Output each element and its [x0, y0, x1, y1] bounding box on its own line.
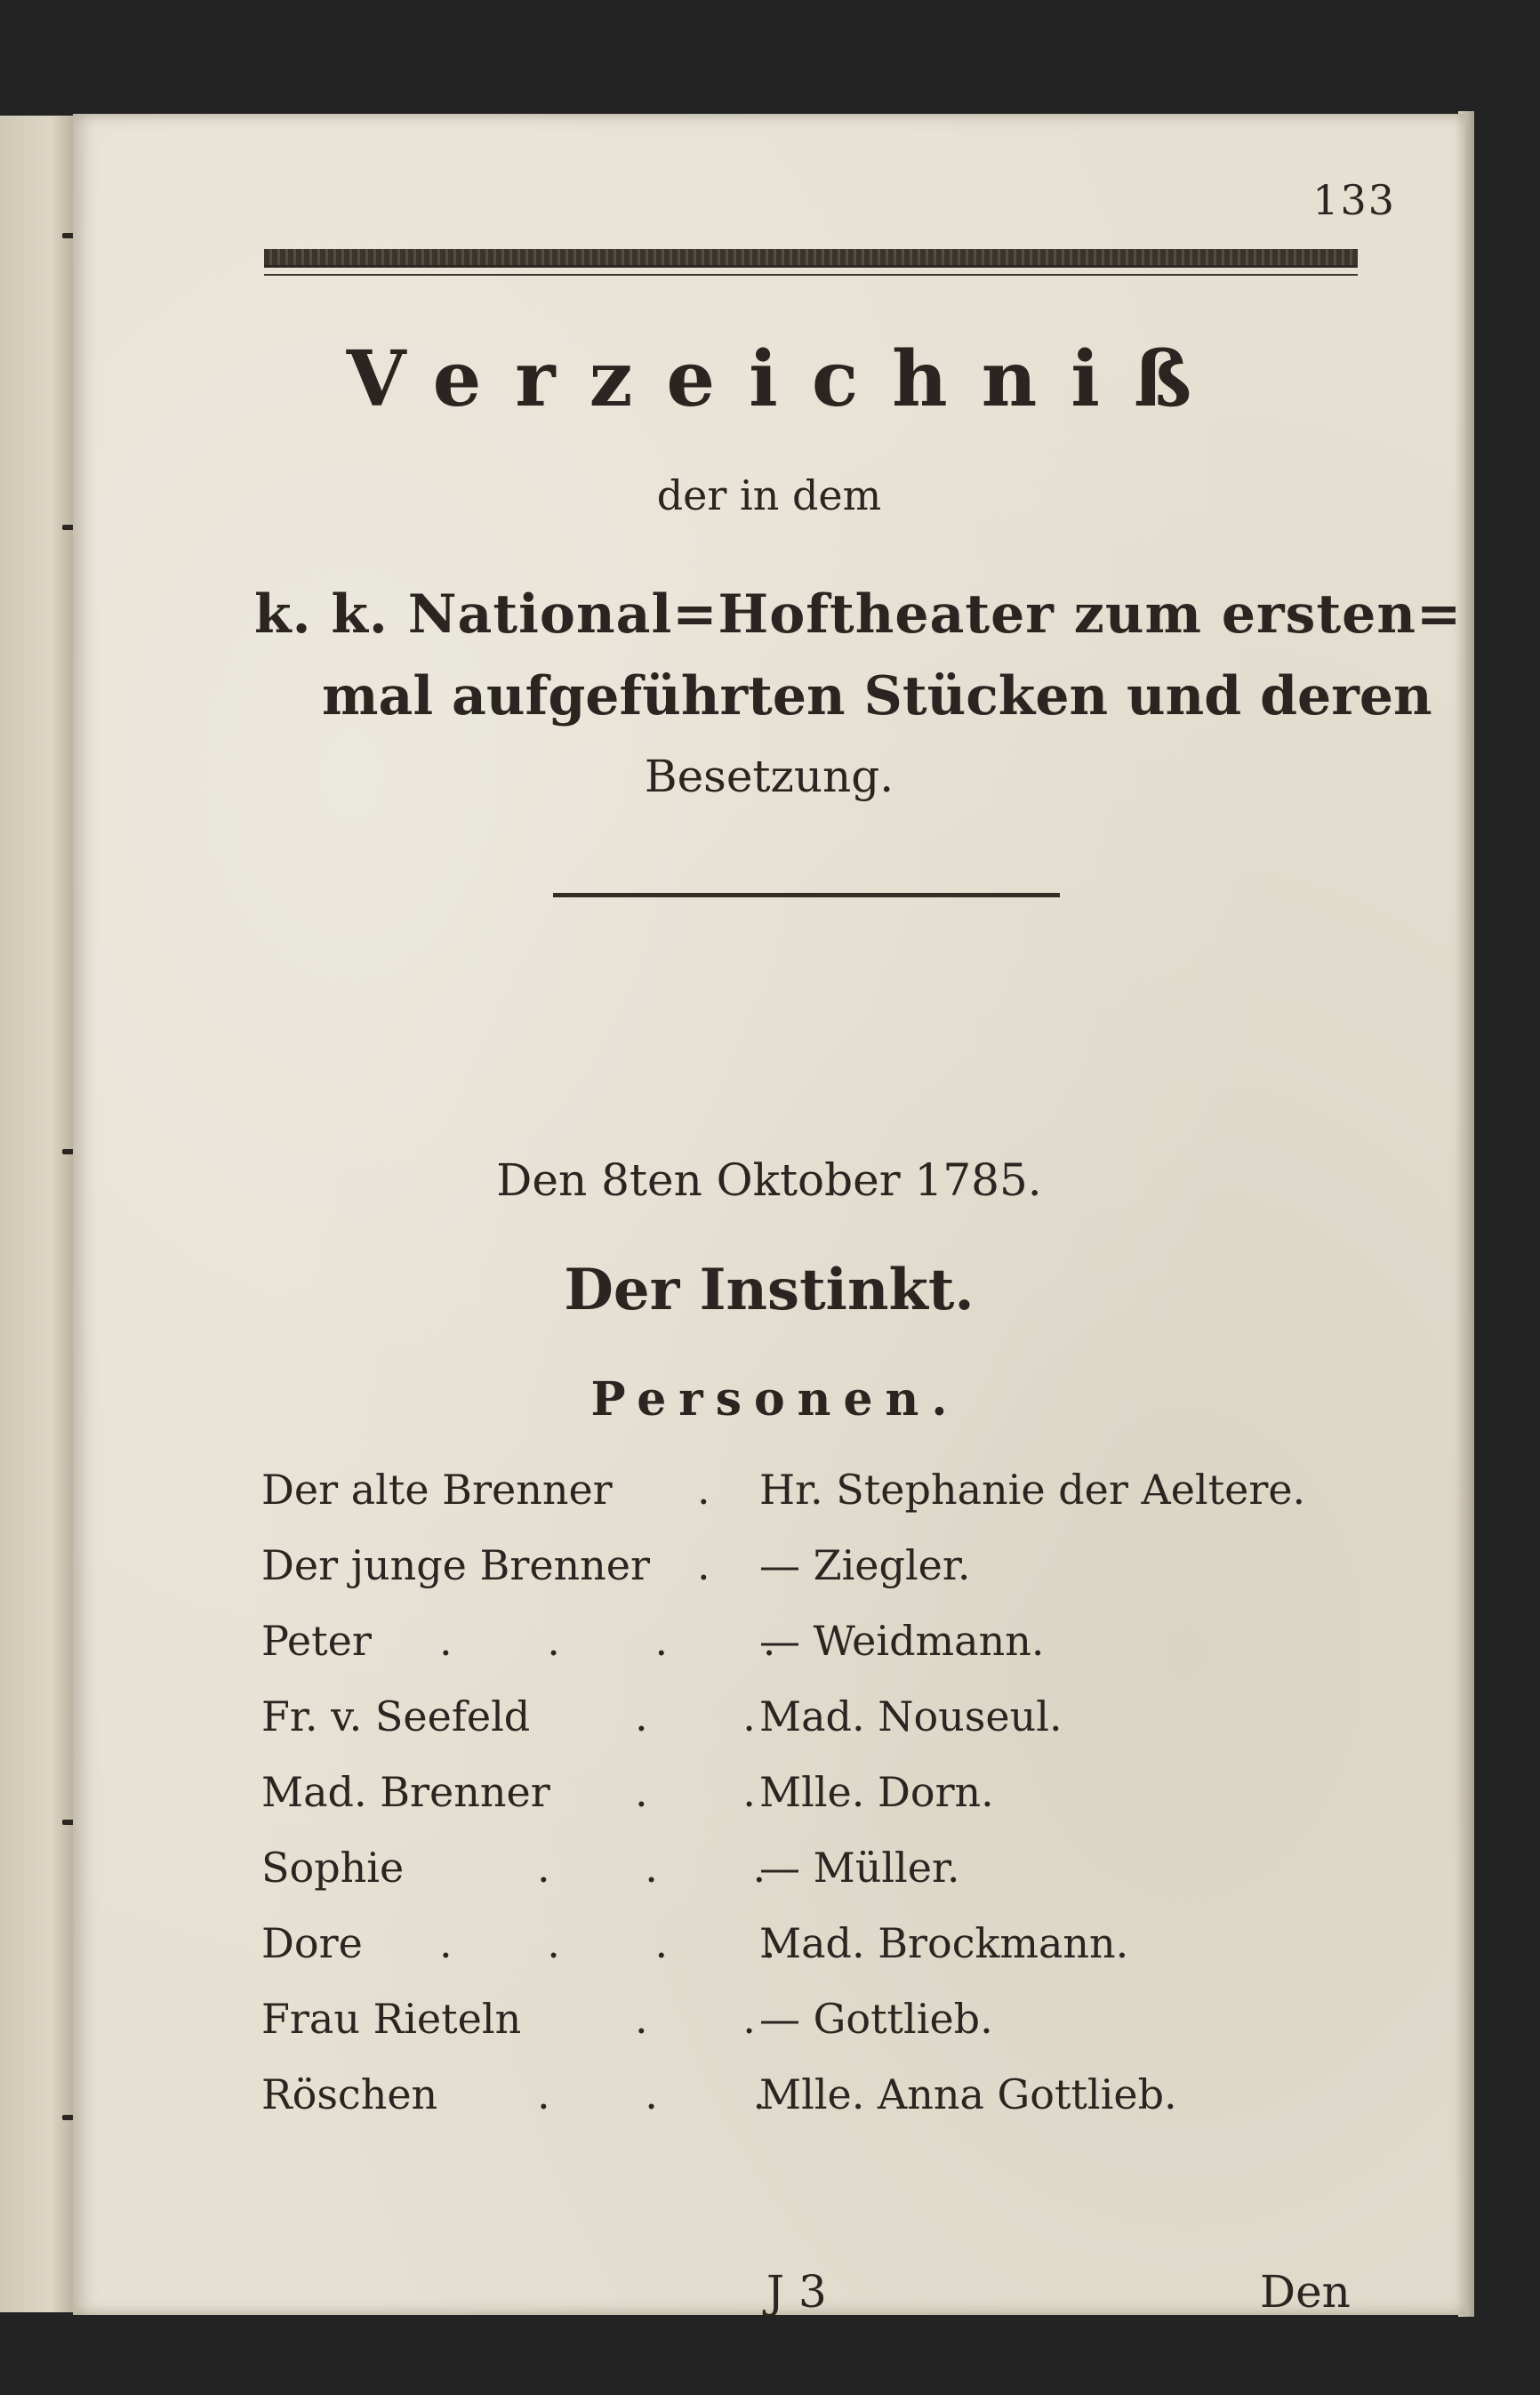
actor-name: Mad. Brockmann. — [759, 1919, 1129, 1967]
cast-row — [261, 1692, 1453, 1768]
role-name: Der alte Brenner — [261, 1466, 613, 1514]
leader-dots: . — [697, 1466, 751, 1514]
play-title: Der Instinkt. — [564, 1257, 975, 1323]
role-name: Der junge Brenner — [261, 1541, 650, 1589]
rule-underline — [264, 274, 1358, 276]
ornamental-rule — [264, 249, 1358, 268]
actor-name: — Gottlieb. — [759, 1995, 993, 2043]
leader-dots: . . . . — [439, 1919, 817, 1967]
signature-mark: J 3 — [766, 2266, 827, 2318]
cast-row — [261, 1768, 1453, 1844]
leader-dots: . . . . — [439, 1617, 817, 1665]
heading-line-2: mal aufgeführten Stücken und deren — [322, 665, 1432, 727]
role-name: Peter — [261, 1617, 372, 1665]
cast-row — [261, 1995, 1453, 2070]
actor-name: — Ziegler. — [759, 1541, 971, 1589]
leader-dots: . . — [635, 1692, 797, 1740]
cast-row — [261, 2070, 1453, 2146]
catchword: Den — [1260, 2266, 1351, 2318]
section-divider — [553, 893, 1060, 897]
role-name: Mad. Brenner — [261, 1768, 550, 1816]
leader-dots: . . . — [537, 2070, 807, 2118]
cast-row — [261, 1541, 1453, 1617]
role-name: Sophie — [261, 1844, 405, 1892]
page-number: 133 — [1312, 176, 1396, 224]
leader-dots: . . . — [537, 1844, 807, 1892]
page-title: Verzeichniß — [346, 334, 1226, 424]
actor-name: Mad. Nouseul. — [759, 1692, 1063, 1740]
cast-row — [261, 1617, 1453, 1692]
role-name: Dore — [261, 1919, 363, 1967]
role-name: Frau Rieteln — [261, 1995, 522, 2043]
role-name: Fr. v. Seefeld — [261, 1692, 531, 1740]
actor-name: Hr. Stephanie der Aeltere. — [759, 1466, 1306, 1514]
actor-name: — Weidmann. — [759, 1617, 1045, 1665]
cast-row — [261, 1844, 1453, 1919]
heading-line-3: Besetzung. — [644, 751, 894, 802]
persons-heading: Personen. — [590, 1372, 960, 1427]
role-name: Röschen — [261, 2070, 438, 2118]
leader-dots: . . — [635, 1995, 797, 2043]
actor-name: Mlle. Anna Gottlieb. — [759, 2070, 1177, 2118]
cast-list — [261, 1466, 1453, 2146]
book-page — [73, 114, 1465, 2318]
cast-row — [261, 1466, 1453, 1541]
page-subtitle: der in dem — [656, 471, 882, 519]
performance-date: Den 8ten Oktober 1785. — [496, 1154, 1042, 1206]
cast-row — [261, 1919, 1453, 1995]
actor-name: — Müller. — [759, 1844, 960, 1892]
leader-dots: . — [697, 1541, 751, 1589]
heading-line-1: k. k. National=Hoftheater zum ersten= — [254, 583, 1463, 646]
facing-page-edge — [0, 116, 73, 2312]
actor-name: Mlle. Dorn. — [759, 1768, 994, 1816]
leader-dots: . . — [635, 1768, 797, 1816]
